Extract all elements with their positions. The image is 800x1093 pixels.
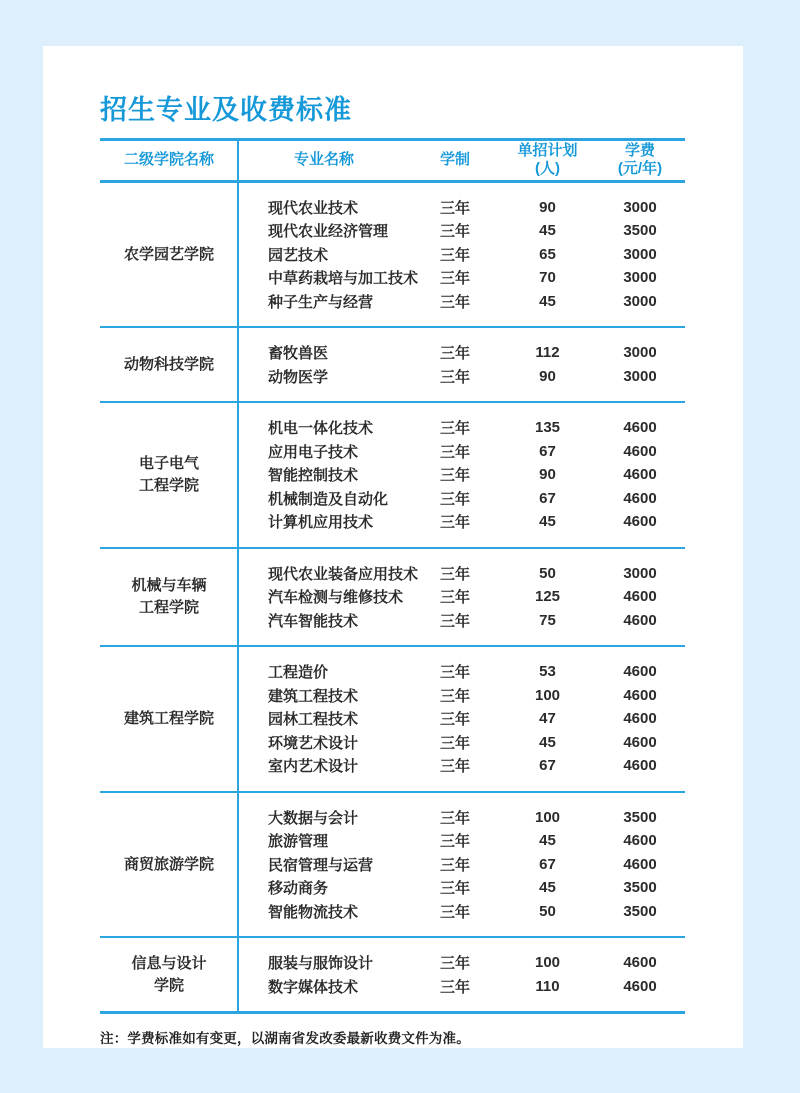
major-cell: 室内艺术设计: [268, 758, 359, 776]
college-name-line: 机械与车辆: [131, 577, 207, 595]
duration-cell: 三年: [439, 664, 470, 682]
fee-cell: 4600: [623, 466, 657, 484]
header-plan: [500, 142, 595, 178]
fee-cell: 3000: [623, 344, 657, 362]
duration-cell: 三年: [439, 420, 470, 438]
fee-cell: 4600: [623, 954, 657, 972]
table-row: [238, 975, 685, 999]
footnote: 注：学费标准如有变更，以湖南省发改委最新收费文件为准。: [100, 1031, 470, 1047]
major-cell: 应用电子技术: [268, 443, 359, 461]
plan-cell: 45: [539, 832, 556, 850]
fee-cell: 4600: [623, 686, 657, 704]
major-cell: 工程造价: [268, 664, 329, 682]
duration-cell: 三年: [439, 589, 470, 607]
table-sections: [100, 183, 685, 1012]
table-row: [238, 806, 685, 830]
major-cell: 机电一体化技术: [268, 420, 374, 438]
table-section: [100, 183, 685, 327]
major-cell: 种子生产与经营: [268, 293, 374, 311]
table-row: [238, 510, 685, 534]
major-cell: 智能物流技术: [268, 903, 359, 921]
plan-cell: 67: [539, 442, 556, 460]
duration-cell: 三年: [439, 199, 470, 217]
college-name: [100, 793, 238, 937]
major-cell: 智能控制技术: [268, 467, 359, 485]
fee-cell: 4600: [623, 855, 657, 873]
header-plan-line1: 单招计划: [517, 142, 578, 160]
header-plan-line2: (人): [535, 160, 560, 178]
duration-cell: 三年: [439, 978, 470, 996]
header-major: 专业名称: [293, 151, 354, 169]
plan-cell: 90: [539, 466, 556, 484]
page-title: 招生专业及收费标准: [100, 95, 352, 125]
table-row: [238, 853, 685, 877]
page-content: [100, 46, 685, 1047]
table-row: [238, 219, 685, 243]
major-cell: 计算机应用技术: [268, 514, 374, 532]
duration-cell: 三年: [439, 490, 470, 508]
column-divider-line: [237, 141, 239, 1012]
college-name: [100, 403, 238, 547]
duration-cell: 三年: [439, 467, 470, 485]
duration-cell: 三年: [439, 758, 470, 776]
plan-cell: 67: [539, 757, 556, 775]
table-row: [238, 585, 685, 609]
major-cell: 园艺技术: [268, 246, 329, 264]
fee-cell: 4600: [623, 757, 657, 775]
plan-cell: 110: [535, 977, 560, 995]
duration-cell: 三年: [439, 443, 470, 461]
duration-cell: 三年: [439, 514, 470, 532]
duration-cell: 三年: [439, 270, 470, 288]
college-name-line: 信息与设计: [131, 954, 207, 972]
duration-cell: 三年: [439, 955, 470, 973]
table-row: [238, 684, 685, 708]
plan-cell: 90: [539, 198, 556, 216]
major-cell: 园林工程技术: [268, 711, 359, 729]
major-cell: 机械制造及自动化: [268, 490, 389, 508]
table-row: [238, 609, 685, 633]
fee-cell: 3000: [623, 367, 657, 385]
plan-cell: 70: [539, 269, 556, 287]
fee-cell: 3500: [623, 808, 657, 826]
major-cell: 大数据与会计: [268, 809, 359, 827]
table-row: [238, 243, 685, 267]
section-rows: [238, 549, 685, 646]
fee-cell: 4600: [623, 513, 657, 531]
major-cell: 汽车检测与维修技术: [268, 589, 404, 607]
fee-cell: 3000: [623, 269, 657, 287]
fee-cell: 3500: [623, 902, 657, 920]
table-row: [238, 196, 685, 220]
plan-cell: 100: [534, 808, 561, 826]
duration-cell: 三年: [439, 293, 470, 311]
duration-cell: 三年: [439, 734, 470, 752]
fee-cell: 4600: [623, 419, 657, 437]
duration-cell: 三年: [439, 223, 470, 241]
section-rows: [238, 793, 685, 937]
table-section: [100, 936, 685, 1011]
duration-cell: 三年: [439, 246, 470, 264]
plan-cell: 65: [539, 245, 556, 263]
fee-cell: 3500: [623, 222, 657, 240]
college-name-line: 工程学院: [138, 476, 199, 494]
table-header-row: [100, 141, 685, 183]
table-row: [238, 290, 685, 314]
major-cell: 动物医学: [268, 368, 329, 386]
table-row: [238, 900, 685, 924]
fee-cell: 4600: [623, 710, 657, 728]
fee-cell: 3000: [623, 198, 657, 216]
fee-cell: 4600: [623, 733, 657, 751]
fee-cell: 4600: [623, 977, 657, 995]
college-name-line: 电子电气: [138, 455, 199, 473]
plan-cell: 45: [539, 513, 556, 531]
duration-cell: 三年: [439, 368, 470, 386]
table-row: [238, 829, 685, 853]
fee-cell: 4600: [623, 611, 657, 629]
major-cell: 民宿管理与运营: [268, 856, 374, 874]
table-row: [238, 707, 685, 731]
major-cell: 现代农业经济管理: [268, 223, 389, 241]
duration-cell: 三年: [439, 833, 470, 851]
table-row: [238, 660, 685, 684]
plan-cell: 135: [534, 419, 561, 437]
major-cell: 汽车智能技术: [268, 612, 359, 630]
plan-cell: 53: [539, 663, 556, 681]
table-row: [238, 266, 685, 290]
table-row: [238, 463, 685, 487]
plan-cell: 75: [539, 611, 556, 629]
duration-cell: 三年: [439, 711, 470, 729]
college-name-line: 农学园艺学院: [123, 245, 214, 263]
major-cell: 建筑工程技术: [268, 687, 359, 705]
table-row: [238, 440, 685, 464]
plan-cell: 112: [535, 344, 560, 362]
table-row: [238, 951, 685, 975]
major-cell: 服装与服饰设计: [268, 955, 374, 973]
plan-cell: 47: [539, 710, 556, 728]
major-cell: 中草药栽培与加工技术: [268, 270, 419, 288]
plan-cell: 67: [539, 855, 556, 873]
fee-cell: 3500: [623, 879, 657, 897]
section-rows: [238, 328, 685, 401]
plan-cell: 45: [539, 879, 556, 897]
table-row: [238, 341, 685, 365]
duration-cell: 三年: [439, 856, 470, 874]
major-cell: 数字媒体技术: [268, 978, 359, 996]
table-row: [238, 731, 685, 755]
duration-cell: 三年: [439, 903, 470, 921]
duration-cell: 三年: [439, 565, 470, 583]
plan-cell: 67: [539, 489, 556, 507]
plan-cell: 125: [534, 588, 561, 606]
duration-cell: 三年: [439, 345, 470, 363]
fee-cell: 4600: [623, 663, 657, 681]
major-cell: 移动商务: [268, 880, 329, 898]
major-cell: 现代农业技术: [268, 199, 359, 217]
college-name: [100, 647, 238, 791]
plan-cell: 100: [534, 954, 561, 972]
header-fee-line1: 学费: [624, 142, 655, 160]
table-row: [238, 365, 685, 389]
duration-cell: 三年: [439, 809, 470, 827]
table-row: [238, 487, 685, 511]
section-rows: [238, 183, 685, 327]
table-section: [100, 326, 685, 401]
college-name: [100, 183, 238, 327]
college-name-line: 工程学院: [138, 598, 199, 616]
fee-cell: 3000: [623, 564, 657, 582]
college-name: [100, 549, 238, 646]
fee-cell: 4600: [623, 442, 657, 460]
table-section: [100, 791, 685, 937]
header-duration: 学制: [439, 151, 470, 169]
plan-cell: 100: [534, 686, 561, 704]
duration-cell: 三年: [439, 687, 470, 705]
section-rows: [238, 938, 685, 1011]
major-cell: 环境艺术设计: [268, 734, 359, 752]
plan-cell: 50: [539, 902, 556, 920]
plan-cell: 90: [539, 367, 556, 385]
college-name-line: 建筑工程学院: [123, 710, 214, 728]
fees-table: [100, 138, 685, 1015]
duration-cell: 三年: [439, 880, 470, 898]
section-rows: [238, 647, 685, 791]
table-section: [100, 547, 685, 646]
major-cell: 现代农业装备应用技术: [268, 565, 419, 583]
fee-cell: 4600: [623, 588, 657, 606]
college-name-line: 动物科技学院: [123, 355, 214, 373]
duration-cell: 三年: [439, 612, 470, 630]
college-name-line: 商贸旅游学院: [123, 855, 214, 873]
plan-cell: 45: [539, 222, 556, 240]
section-rows: [238, 403, 685, 547]
college-name: [100, 938, 238, 1011]
fee-cell: 4600: [623, 832, 657, 850]
table-row: [238, 754, 685, 778]
header-fee: [595, 142, 685, 178]
table-section: [100, 401, 685, 547]
fee-cell: 3000: [623, 292, 657, 310]
table-row: [238, 562, 685, 586]
header-fee-line2: (元/年): [617, 160, 663, 178]
college-name-line: 学院: [153, 976, 184, 994]
plan-cell: 45: [539, 292, 556, 310]
college-name: [100, 328, 238, 401]
major-cell: 畜牧兽医: [268, 345, 329, 363]
major-cell: 旅游管理: [268, 833, 329, 851]
fee-cell: 3000: [623, 245, 657, 263]
table-row: [238, 876, 685, 900]
plan-cell: 45: [539, 733, 556, 751]
table-row: [238, 416, 685, 440]
page-card: [43, 46, 743, 1048]
table-section: [100, 645, 685, 791]
header-college: 二级学院名称: [123, 151, 214, 169]
fee-cell: 4600: [623, 489, 657, 507]
plan-cell: 50: [539, 564, 556, 582]
